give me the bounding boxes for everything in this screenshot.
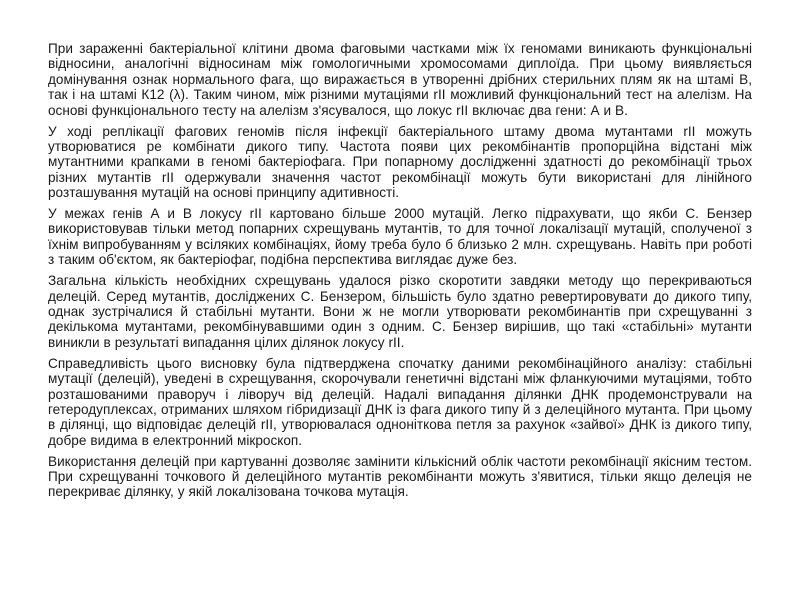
paragraph-5: Справедливість цього висновку була підтверджена спочатку даними рекомбінаційного аналізу: стабільні мутації (делецій), уведені в схрещування, скорочували генетичні відстані між фланкуючими мутаціями, тобто розташованими праворуч і ліворуч від делецій. Надалі випадання ділянки ДНК продемонстрували на гетеродуплексах, отриманих шляхом гібридизації ДНК із фага дикого типу й з делеційного мутанта. При цьому в ділянці, що відповідає делецій rII, утворювалася одноніткова петля за рахунок «зайвої» ДНК із дикого типу, добре видима в електронний мікроскоп.	[48, 355, 752, 448]
paragraph-2: У ході реплікації фагових геномів після інфекції бактеріального штаму двома мутантами rII можуть утворюватися ре комбінати дикого типу. Частота появи цих рекомбінантів пропорційна відстані між мутантними крапками в геномі бактеріофага. При попарному дослідженні здатності до рекомбінації трьох різних мутантів rII одержували значення частот рекомбінації можуть бути використані для лінійного розташування мутацій на основі принципу адитивності.	[48, 123, 752, 201]
paragraph-3: У межах генів А и В локусу rII картовано більше 2000 мутацій. Легко підрахувати, що якби С. Бензер використовував тільки метод попарних схрещувань мутантів, то для точної локалізації мутацій, сполученої з їхнім випробуванням у всіляких комбінаціях, йому треба було б близько 2 млн. схрещувань. Навіть при роботі з таким об'єктом, як бактеріофаг, подібна перспектива виглядає дуже без.	[48, 206, 752, 268]
paragraph-6: Використання делецій при картуванні дозволяє замінити кількісний облік частоти рекомбінації якісним тестом. При схрещуванні точкового й делеційного мутантів рекомбінанти можуть з'явитися, тільки якщо делеція не перекриває ділянку, у якій локалізована точкова мутація.	[48, 453, 752, 500]
paragraph-4: Загальна кількість необхідних схрещувань удалося різко скоротити завдяки методу що перекриваються делецій. Серед мутантів, досліджених С. Бензером, більшість було здатно ревертировувати до дикого типу, однак зустрічалися й стабільні мутанти. Вони ж не могли утворювати рекомбинантів при схрещуванні з декількома мутантами, рекомбінувавшими один з одним. С. Бензер вирішив, що такі «стабільні» мутанти виникли в результаті випадання цілих ділянок локусу rII.	[48, 273, 752, 350]
paragraph-1: При зараженні бактеріальної клітини двома фаговыми частками між їх геномами виникають функціональні відносини, аналогічні відносинам між гомологичными хромосомами диплоїда. При цьому виявляється домінування ознак нормального фага, що виражається в утворенні дрібних стерильних плям як на штамі В, так і на штамі К12 (λ). Таким чином, між різними мутаціями rII можливий функціональний тест на алелізм. На основі функціонального тесту на алелізм з'ясувалося, що локус rII включає два гени: А и В.	[48, 41, 752, 118]
